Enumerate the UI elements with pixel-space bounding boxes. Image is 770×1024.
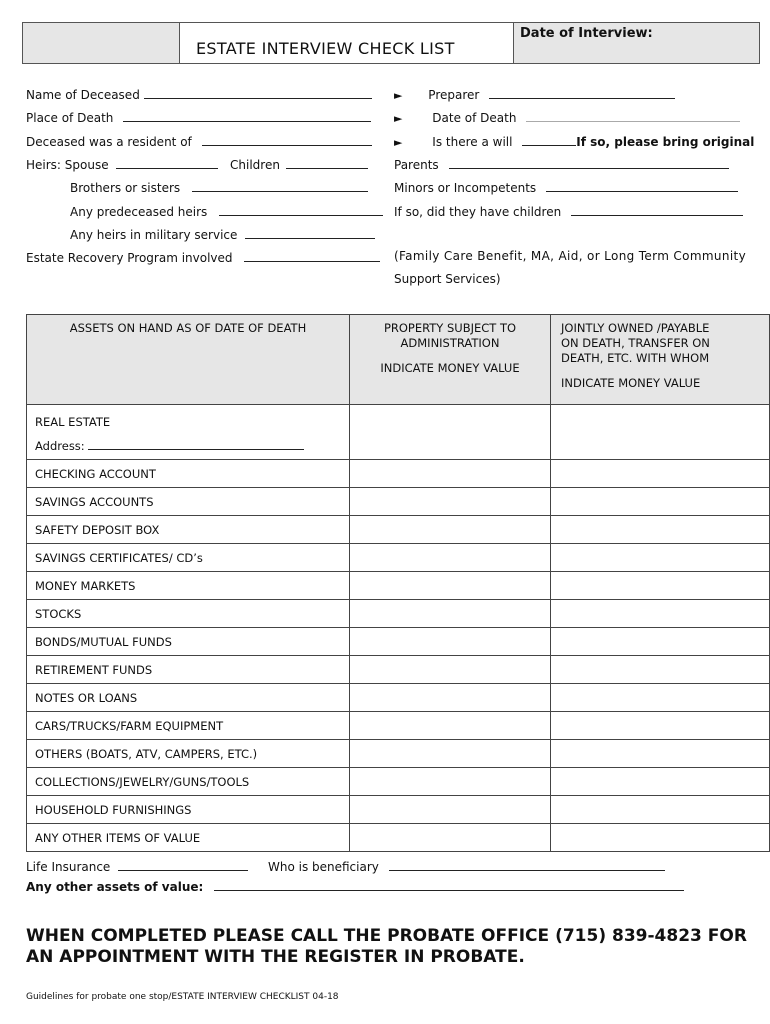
value-cell[interactable] bbox=[350, 796, 551, 824]
military-heirs-blank[interactable] bbox=[245, 226, 375, 239]
date-of-death-field[interactable]: ► Date of Death bbox=[394, 109, 740, 125]
jointly-owned-cell[interactable] bbox=[551, 516, 770, 544]
header-title-cell bbox=[180, 23, 514, 63]
table-row: SAVINGS CERTIFICATES/ CD’s bbox=[27, 544, 770, 572]
military-heirs-field[interactable]: Any heirs in military service bbox=[70, 226, 375, 242]
value-cell[interactable] bbox=[350, 488, 551, 516]
value-cell[interactable] bbox=[350, 684, 551, 712]
table-row: NOTES OR LOANS bbox=[27, 684, 770, 712]
jointly-owned-cell[interactable] bbox=[551, 768, 770, 796]
parents-field[interactable]: Parents bbox=[394, 156, 729, 172]
value-cell[interactable] bbox=[350, 600, 551, 628]
other-assets-blank[interactable] bbox=[214, 878, 684, 891]
minors-field[interactable]: Minors or Incompetents bbox=[394, 179, 738, 195]
table-row: STOCKS bbox=[27, 600, 770, 628]
benefit-note-line1: (Family Care Benefit, MA, Aid, or Long Term Community bbox=[394, 249, 747, 263]
date-of-death-blank[interactable] bbox=[526, 109, 740, 122]
jointly-owned-cell[interactable] bbox=[551, 488, 770, 516]
address-blank[interactable] bbox=[88, 437, 304, 450]
will-blank[interactable] bbox=[522, 133, 576, 146]
footer-text: Guidelines for probate one stop/ESTATE INTERVIEW CHECKLIST 04-18 bbox=[26, 992, 339, 1002]
life-insurance-field[interactable]: Life Insurance Who is beneficiary bbox=[26, 858, 665, 874]
beneficiary-blank[interactable] bbox=[389, 858, 665, 871]
jointly-owned-cell[interactable] bbox=[551, 740, 770, 768]
administration-column-header: PROPERTY SUBJECT TO ADMINISTRATION INDICATE MONEY VALUE bbox=[350, 315, 551, 405]
value-cell[interactable] bbox=[350, 544, 551, 572]
jointly-owned-cell[interactable] bbox=[551, 572, 770, 600]
header-blank-cell bbox=[23, 23, 180, 63]
table-row: SAFETY DEPOSIT BOX bbox=[27, 516, 770, 544]
other-assets-field[interactable]: Any other assets of value: bbox=[26, 878, 684, 894]
jointly-owned-cell[interactable] bbox=[551, 460, 770, 488]
preparer-field[interactable]: ► Preparer bbox=[394, 86, 675, 102]
page-title: ESTATE INTERVIEW CHECK LIST bbox=[196, 39, 455, 58]
table-row: HOUSEHOLD FURNISHINGS bbox=[27, 796, 770, 824]
children-blank[interactable] bbox=[286, 156, 368, 169]
arrow-right-icon: ► bbox=[394, 136, 403, 149]
benefit-note-line2: Support Services) bbox=[394, 272, 501, 286]
value-cell[interactable] bbox=[350, 712, 551, 740]
brothers-sisters-blank[interactable] bbox=[192, 179, 368, 192]
value-cell[interactable] bbox=[350, 572, 551, 600]
parents-blank[interactable] bbox=[449, 156, 729, 169]
minors-blank[interactable] bbox=[546, 179, 738, 192]
value-cell[interactable] bbox=[350, 768, 551, 796]
date-of-interview-label: Date of Interview: bbox=[520, 26, 653, 41]
jointly-owned-cell[interactable] bbox=[551, 712, 770, 740]
jointly-owned-cell[interactable] bbox=[551, 600, 770, 628]
children-question-blank[interactable] bbox=[571, 203, 743, 216]
brothers-sisters-field[interactable]: Brothers or sisters bbox=[70, 179, 368, 195]
call-notice: WHEN COMPLETED PLEASE CALL THE PROBATE OFFICE (715) 839-4823 FOR AN APPOINTMENT WITH THE REGISTER IN PROBATE. bbox=[26, 926, 747, 967]
jointly-owned-cell[interactable] bbox=[551, 628, 770, 656]
table-row: SAVINGS ACCOUNTS bbox=[27, 488, 770, 516]
arrow-right-icon: ► bbox=[394, 89, 403, 102]
table-row: RETIREMENT FUNDS bbox=[27, 656, 770, 684]
value-cell[interactable] bbox=[350, 460, 551, 488]
table-row: CARS/TRUCKS/FARM EQUIPMENT bbox=[27, 712, 770, 740]
place-of-death-field[interactable]: Place of Death bbox=[26, 109, 371, 125]
preparer-blank[interactable] bbox=[489, 86, 675, 99]
heirs-spouse-field[interactable]: Heirs: Spouse bbox=[26, 156, 218, 172]
resident-of-field[interactable]: Deceased was a resident of bbox=[26, 133, 372, 149]
table-row: BONDS/MUTUAL FUNDS bbox=[27, 628, 770, 656]
children-field[interactable]: Children bbox=[230, 156, 368, 172]
assets-table bbox=[26, 314, 770, 852]
value-cell[interactable] bbox=[350, 516, 551, 544]
value-cell[interactable] bbox=[350, 824, 551, 852]
spouse-blank[interactable] bbox=[116, 156, 218, 169]
estate-recovery-field[interactable]: Estate Recovery Program involved bbox=[26, 249, 380, 265]
jointly-owned-cell[interactable] bbox=[551, 656, 770, 684]
predeceased-heirs-field[interactable]: Any predeceased heirs bbox=[70, 203, 383, 219]
predeceased-heirs-blank[interactable] bbox=[219, 203, 383, 216]
value-cell[interactable] bbox=[350, 405, 551, 460]
will-note: If so, please bring original bbox=[576, 135, 755, 149]
real-estate-cell: REAL ESTATE Address: bbox=[27, 405, 350, 460]
jointly-owned-column-header: JOINTLY OWNED /PAYABLE ON DEATH, TRANSFER ON DEATH, ETC. WITH WHOM INDICATE MONEY VALUE bbox=[551, 315, 770, 405]
will-field[interactable]: ► Is there a will If so, please bring original bbox=[394, 135, 755, 149]
header-box bbox=[22, 22, 760, 64]
assets-column-header: ASSETS ON HAND AS OF DATE OF DEATH bbox=[27, 315, 350, 405]
table-row: MONEY MARKETS bbox=[27, 572, 770, 600]
table-row: COLLECTIONS/JEWELRY/GUNS/TOOLS bbox=[27, 768, 770, 796]
value-cell[interactable] bbox=[350, 740, 551, 768]
table-row: CHECKING ACCOUNT bbox=[27, 460, 770, 488]
resident-of-blank[interactable] bbox=[202, 133, 372, 146]
jointly-owned-cell[interactable] bbox=[551, 405, 770, 460]
name-of-deceased-blank[interactable] bbox=[144, 86, 372, 99]
value-cell[interactable] bbox=[350, 656, 551, 684]
name-of-deceased-field[interactable]: Name of Deceased bbox=[26, 86, 372, 102]
jointly-owned-cell[interactable] bbox=[551, 796, 770, 824]
estate-recovery-blank[interactable] bbox=[244, 249, 380, 262]
table-row: OTHERS (BOATS, ATV, CAMPERS, ETC.) bbox=[27, 740, 770, 768]
life-insurance-blank[interactable] bbox=[118, 858, 248, 871]
place-of-death-blank[interactable] bbox=[123, 109, 371, 122]
table-row bbox=[27, 405, 770, 460]
arrow-right-icon: ► bbox=[394, 112, 403, 125]
table-row: ANY OTHER ITEMS OF VALUE bbox=[27, 824, 770, 852]
jointly-owned-cell[interactable] bbox=[551, 544, 770, 572]
value-cell[interactable] bbox=[350, 628, 551, 656]
jointly-owned-cell[interactable] bbox=[551, 824, 770, 852]
children-question-field[interactable]: If so, did they have children bbox=[394, 203, 743, 219]
header-date-cell bbox=[514, 23, 759, 63]
jointly-owned-cell[interactable] bbox=[551, 684, 770, 712]
